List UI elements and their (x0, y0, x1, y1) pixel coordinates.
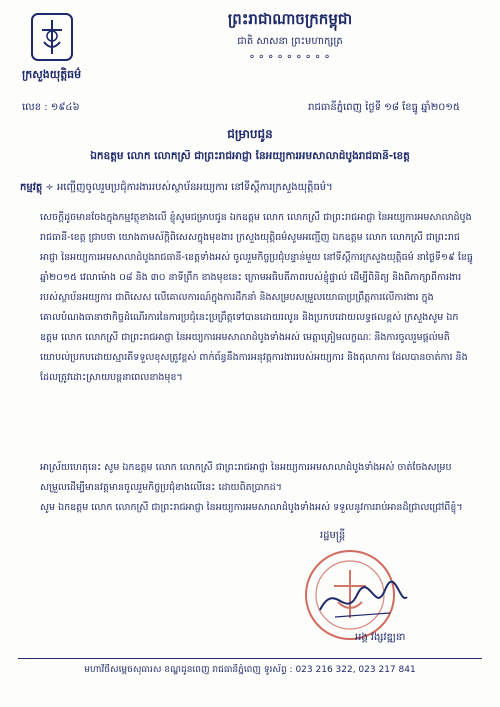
ministry-name: ក្រសួងយុត្តិធម៌ (22, 68, 82, 81)
body-paragraph-2: អាស្រ័យហេតុនេះ សូម ឯកឧត្តម លោក លោកស្រី ជាព្រះរាជអាជ្ញា នៃអយ្យការអមសាលាដំបូងទាំងអស់ ចាត់ចែងសម្របសម្រួលដើម្បីមានវត្តមានចូលរួមកិច្ចប្រជុំខាងលើនេះ ដោយពិតប្រាកដ។ (40, 462, 452, 493)
footer-phones: 023 216 322, 023 217 841 (295, 665, 416, 675)
kingdom-title: ព្រះរាជាណាចក្រកម្ពុជា (227, 10, 353, 28)
letter-date: រាជធានីភ្នំពេញ ថ្ងៃទី ១៨ ខែធ្នូ ឆ្នាំ២០១៥ (308, 102, 460, 113)
footer-address: មហាវិថីសម្តេចសុធារស ខណ្ឌដូនពេញ រាជធានីភ្នំពេញ ទូរស័ព្ទ : (84, 665, 293, 675)
reference-label: លេខ : (22, 102, 48, 113)
body-paragraph-3: សូម ឯកឧត្តម លោក លោកស្រី ជាព្រះរាជអាជ្ញា នៃអយ្យការអមសាលាដំបូងទាំងអស់ ទទួលនូវការរាប់អានដ៏ជ្រាលជ្រៅពីខ្ញុំ។ (40, 502, 463, 513)
reference-value: ១៩៤៦ (50, 102, 80, 113)
footer-divider (18, 658, 482, 659)
footer-contact (18, 664, 482, 677)
subject-text: ÷ អញ្ជើញចូលរួមប្រជុំការងាររបស់ស្ថាប័នអយ្យការ នៅទីស្តីការក្រសួងយុត្តិធម៌។ (45, 182, 333, 193)
subject-line (20, 180, 480, 195)
ministry-seal-logo (30, 12, 74, 62)
reference-number (22, 100, 202, 115)
national-motto: ជាតិ សាសនា ព្រះមហាក្សត្រ (237, 36, 343, 47)
signatory-name: អង្គ វង្សវឌ្ឍនា (355, 632, 406, 643)
body-paragraph-1: សេចក្តីដូចមានចែងក្នុងកម្មវត្ថុខាងលើ ខ្ញុំសូមជម្រាបជូន ឯកឧត្តម លោក លោកស្រី ជាព្រះរាជអាជ្ញា នៃអយ្យការអមសាលាដំបូងរាជធានី-ខេត្ត ជ្រាបថា យោងតាមស័ក្តិពិសេសក្នុងមុខងារ ក្រសួងយុត្តិធម៌សូមអញ្ជើញ ឯកឧត្តម លោក លោកស្រី ជាព្រះរាជអាជ្ញា នៃអយ្យការអមសាលាដំបូងរាជធានី-ខេត្តទាំងអស់ ចូលរួមកិច្ចប្រជុំបន្ទាន់មួយ នៅទីស្តីការក្រសួងយុត្តិធម៌ នាថ្ងៃទី១៩ ខែធ្នូ ឆ្នាំ២០១៥ វេលាម៉ោង ០៨ និង ៣០ នាទីព្រឹក ខាងមុខនេះ ក្រោមអធិបតីភាពរបស់ខ្ញុំផ្ទាល់ ដើម្បីពិនិត្យ និងពិភាក្សាពីការងាររបស់ស្ថាប័នអយ្យការ ជាពិសេស លើគោលការណ៍ក្នុងការដឹកនាំ និងសម្របសម្រួលយោធាប្រព្រឹត្តការលើការងារ ក្នុងគោលបំណងធានាថាកិច្ចដំណើរការនៃការប្រជុំនេះប្រព្រឹត្តទៅបានដោយរលូន និងប្រកបដោយលទ្ធផលខ្ពស់ ក្រសួងសូម ឯកឧត្តម លោក លោកស្រី ជាព្រះរាជអាជ្ញា នៃអយ្យការអមសាលាដំបូងទាំងអស់ មេត្តាត្រៀមលក្ខណៈ និងការចូលរួមផ្តល់មតិយោបល់ប្រកបដោយស្មារតីទទួលខុសត្រូវខ្ពស់ ពាក់ព័ន្ធនឹងការអនុវត្តការងាររបស់អយ្យការ និងតុលាការ ដែលបានចាត់ការ និងដែលត្រូវដោះស្រាយបន្តនាពេលខាងមុខ។ (40, 212, 473, 383)
subject-label: កម្មវត្ថុ (20, 182, 43, 193)
signatory-title: រដ្ឋមន្ត្រី (320, 530, 346, 541)
addressee-line: ឯកឧត្តម លោក លោកស្រី ជាព្រះរាជអាជ្ញា នៃអយ្យការអមសាលាដំបូងរាជធានី-ខេត្ត (90, 150, 410, 162)
notice-title: ជម្រាបជូន (227, 127, 273, 141)
header-ornament: ⚬⚬⚬⚬⚬⚬⚬⚬⚬ (247, 52, 333, 63)
handwritten-signature (315, 575, 410, 625)
